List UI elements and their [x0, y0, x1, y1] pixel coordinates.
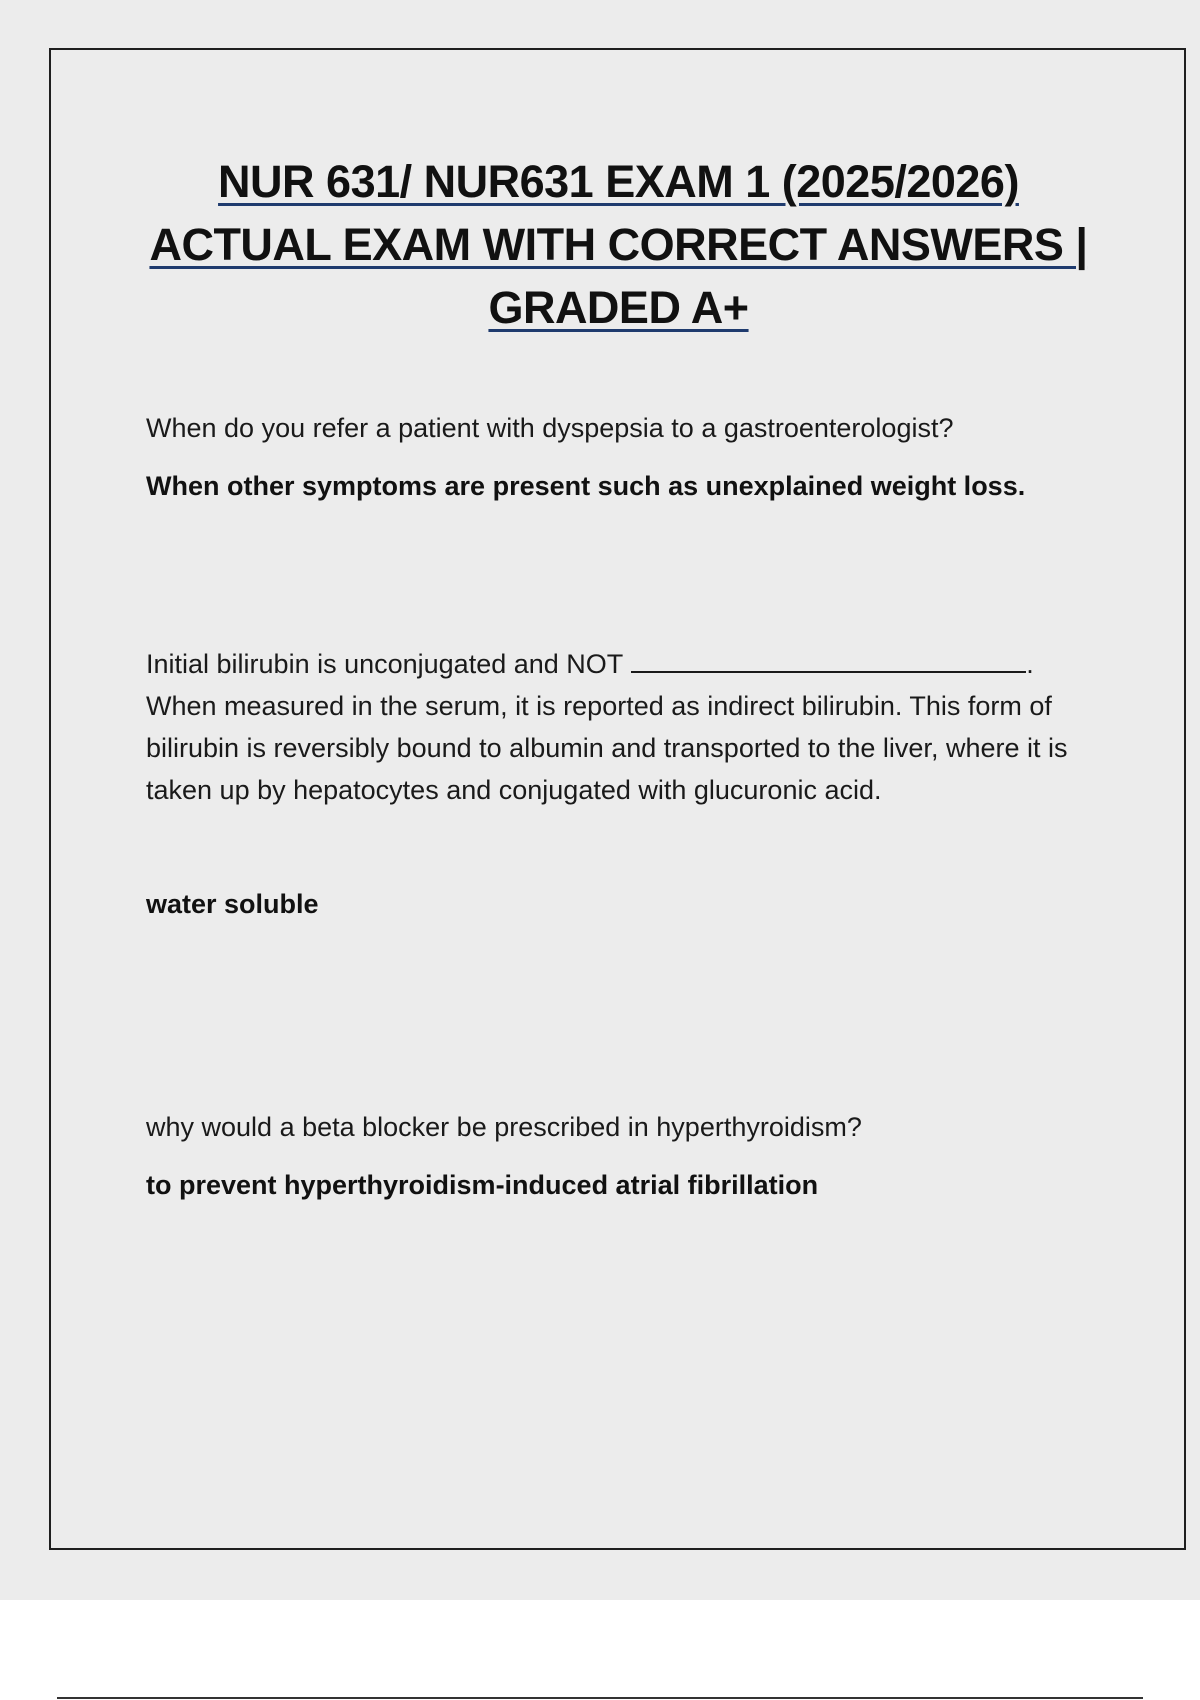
footer-divider: [57, 1697, 1143, 1699]
question-2-start: Initial bilirubin is unconjugated and NOT: [146, 649, 624, 679]
fill-in-blank: [631, 641, 1026, 673]
title-line-2: ACTUAL EXAM WITH CORRECT ANSWERS |: [149, 219, 1088, 270]
question-2-period: .: [1026, 649, 1034, 679]
answer-1: When other symptoms are present such as unexplained weight loss.: [146, 471, 1026, 501]
qa-item-2: [146, 641, 1086, 925]
qa-item-3: [146, 1106, 1086, 1206]
document-title: [120, 150, 1117, 339]
question-2: [146, 641, 1086, 685]
question-3: why would a beta blocker be prescribed in hyperthyroidism?: [146, 1112, 862, 1142]
title-line-1: NUR 631/ NUR631 EXAM 1 (2025/2026): [218, 156, 1019, 207]
question-2-body: When measured in the serum, it is reported as indirect bilirubin. This form of bilirubin is reversibly bound to albumin and transported to the liver, where it is taken up by hepatocytes and conjugated with glucuronic acid.: [146, 691, 1068, 805]
question-1: When do you refer a patient with dyspepsia to a gastroenterologist?: [146, 413, 954, 443]
answer-2: water soluble: [146, 889, 319, 919]
title-line-3: GRADED A+: [488, 282, 749, 333]
answer-3: to prevent hyperthyroidism-induced atrial fibrillation: [146, 1170, 819, 1200]
qa-item-1: [146, 407, 1086, 507]
